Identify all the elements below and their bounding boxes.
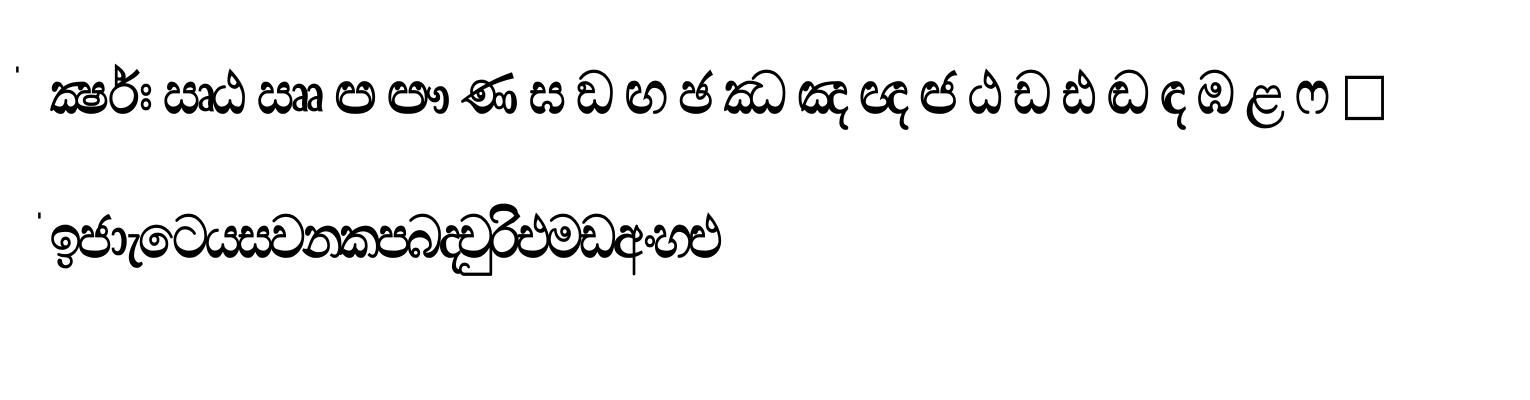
line-2-glyphs: ඉජාැටෙයසවනකපබදචුරිඑමඩඅංහළු — [50, 203, 719, 271]
line-2-mark: ' — [36, 210, 43, 235]
line-1-glyphs: ර්ක්‍ෂඃ ඍඨ ඎ ඏ ඐ ණ ඝ ඞ ඟ ඡ ඣ ඤ ඥ ඦ ඨ ඩ ඪ ඬ ඳ ඹ ළ ෆ □ — [50, 59, 1386, 127]
line-1-mark: ' — [14, 64, 21, 89]
